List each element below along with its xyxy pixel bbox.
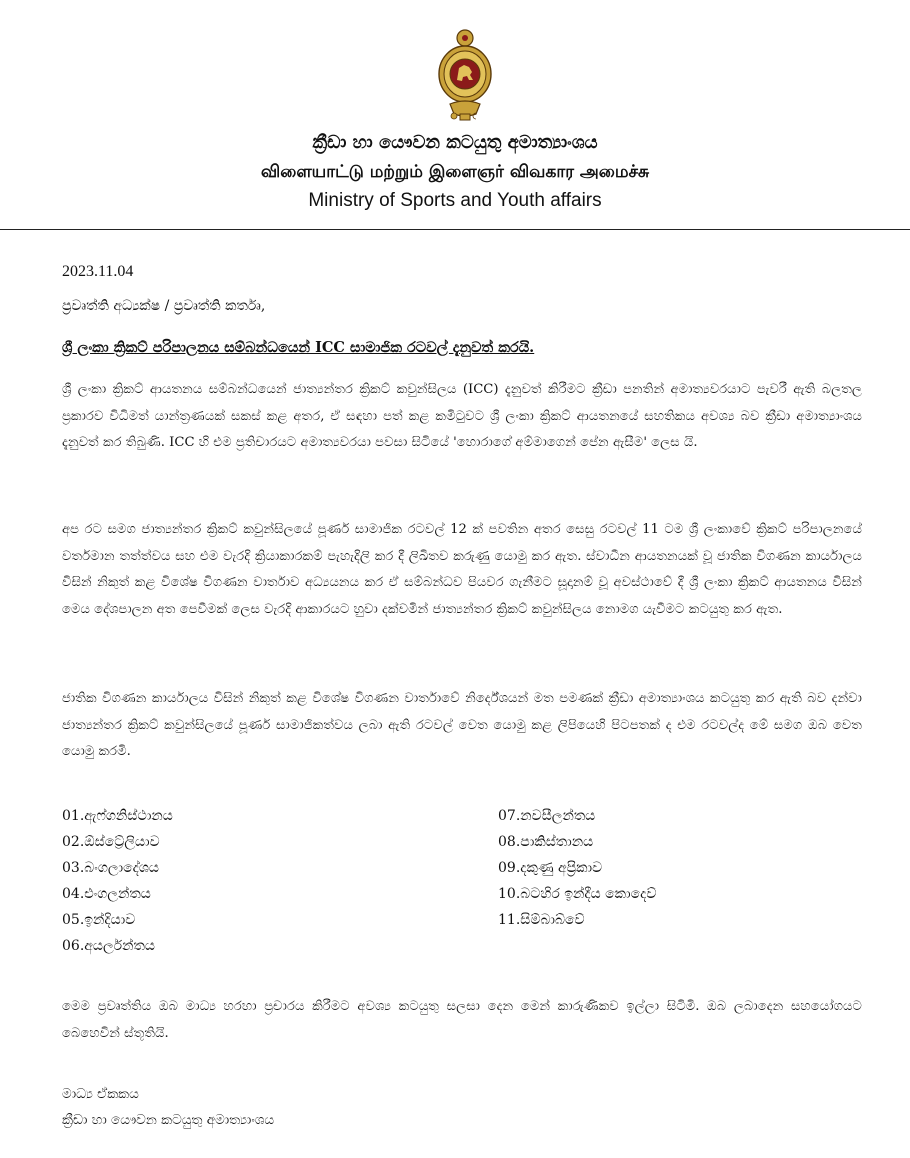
header-divider — [0, 229, 910, 230]
letter-date: 2023.11.04 — [62, 263, 134, 280]
list-item: 04.එංගලන්තය — [62, 886, 151, 902]
sri-lanka-emblem-icon — [436, 28, 494, 124]
signature-ministry: ක්‍රීඩා හා යෞවන කටයුතු අමාත්‍යාංශය — [62, 1112, 275, 1128]
paragraph-3: ජාතික විගණන කාර්යාලය විසින් නිකුත් කළ විශේෂ විගණන වාර්තාවේ නිර්දේශයන් මත පමණක් ක්‍රීඩා අමාත්‍යාංශය කටයුතු කර ඇති බව දන්වා ජාත්‍යන්තර ක්‍රිකට් කවුන්සිලයේ පූර්ණ සාමාජිකත්වය ලබා ඇති රටවල් වෙත යොමු කළ ලිපියෙහි පිටපතක් ද එම රටවල්ද මේ සමග ඔබ වෙත යොමු කරමි. — [62, 691, 862, 759]
list-item: 03.බංගලාදේශය — [62, 860, 159, 876]
list-item: 05.ඉන්දියාව — [62, 912, 136, 928]
list-item: 01.ඇෆ්ගනිස්ථානය — [62, 808, 173, 824]
ministry-title-english: Ministry of Sports and Youth affairs — [308, 190, 602, 211]
signature-unit: මාධ්‍ය ඒකකය — [62, 1086, 139, 1102]
list-item: 02.ඕස්ට්‍රේලියාව — [62, 834, 160, 850]
list-item: 09.දකුණු අප්‍රිකාව — [498, 860, 603, 876]
letter-headline: ශ්‍රී ලංකා ක්‍රිකට් පරිපාලනය සම්බන්ධයෙන් ICC සාමාජික රටවල් දැනුවත් කරයි. — [62, 339, 535, 356]
country-list-left — [62, 803, 462, 959]
list-item: 08.පාකිස්තානය — [498, 834, 594, 850]
paragraph-1: ශ්‍රී ලංකා ක්‍රිකට් ආයතනය සම්බන්ධයෙන් ජාත්‍යන්තර ක්‍රිකට් කවුන්සිලය (ICC) දැනුවත් කිරීමට ක්‍රීඩා පනතින් අමාත්‍යවරයාට පැවරී ඇති බලතල ප්‍රකාරව විධිමත් යාන්ත්‍රණයක් සකස් කළ අතර, ඒ සඳහා පත් කළ කමිටුවට ශ්‍රී ලංකා ක්‍රිකට් ආයතනයේ සහතිකය අවශ්‍ය බව ක්‍රීඩා අමාත්‍යාංශය දැනුවත් කර තිබුණි. ICC හි එම ප්‍රතිචාරයට අමාත්‍යවරයා පවසා සිටියේ 'හොරාගේ අම්මාගෙන් පේන ඇසීම' ලෙස යි. — [62, 382, 862, 450]
list-item: 06.අයර්ලන්තය — [62, 938, 155, 954]
closing-paragraph: මෙම ප්‍රවෘත්තිය ඔබ මාධ්‍ය හරහා ප්‍රචාරය කිරීමට අවශ්‍ය කටයුතු සලසා දෙන මෙන් කාරුණිකව ඉල්ලා සිටිමි. ඔබ ලබාදෙන සහයෝගයට බෙහෙවින් ස්තූතියි. — [62, 999, 862, 1041]
ministry-title-sinhala: ක්‍රීඩා හා යෞවන කටයුතු අමාත්‍යාංශය — [312, 132, 598, 153]
ministry-title-tamil: விளையாட்டு மற்றும் இளைஞர் விவகார அமைச்சு — [260, 162, 650, 182]
paragraph-2: අප රට සමග ජාත්‍යන්තර ක්‍රිකට් කවුන්සිලයේ පූර්ණ සාමාජික රටවල් 12 ක් පවතින අතර සෙසු රටවල් 11 ටම ශ්‍රී ලංකාවේ ක්‍රිකට් පරිපාලනයේ වර්තමාන තත්ත්වය සහ එම වැරදි ක්‍රියාකාරකම් පැහැදිලි කර දී ලිඛිතව කරුණු යොමු කර ඇත. ස්වාධීන ආයතනයක් වූ ජාතික විගණන කාර්යාලය විසින් නිකුත් කළ විශේෂ විගණන වාර්තාව අධ්‍යයනය කර ඒ සම්බන්ධව පියවර ගැනීමට සූදානම් වූ අවස්ථාවේ දී ශ්‍රී ලංකා ක්‍රිකට් ආයතනය විසින් මෙය දේශපාලන අත පෙවීමක් ලෙස වැරදි ආකාරයට හුවා දක්වමින් ජාත්‍යන්තර ක්‍රිකට් කවුන්සිලය නොමග යැවීමට කටයුතු කර ඇත. — [62, 522, 862, 617]
list-item: 10.බටහිර ඉන්දීය කොදෙව් — [498, 886, 657, 902]
list-item: 07.නවසීලන්තය — [498, 808, 596, 824]
country-list-right — [498, 803, 878, 933]
letter-salutation: ප්‍රවෘත්ති අධ්‍යක්ෂ / ප්‍රවෘත්ති කර්තෘ, — [62, 298, 266, 314]
list-item: 11.සිම්බාබ්වේ — [498, 912, 585, 928]
